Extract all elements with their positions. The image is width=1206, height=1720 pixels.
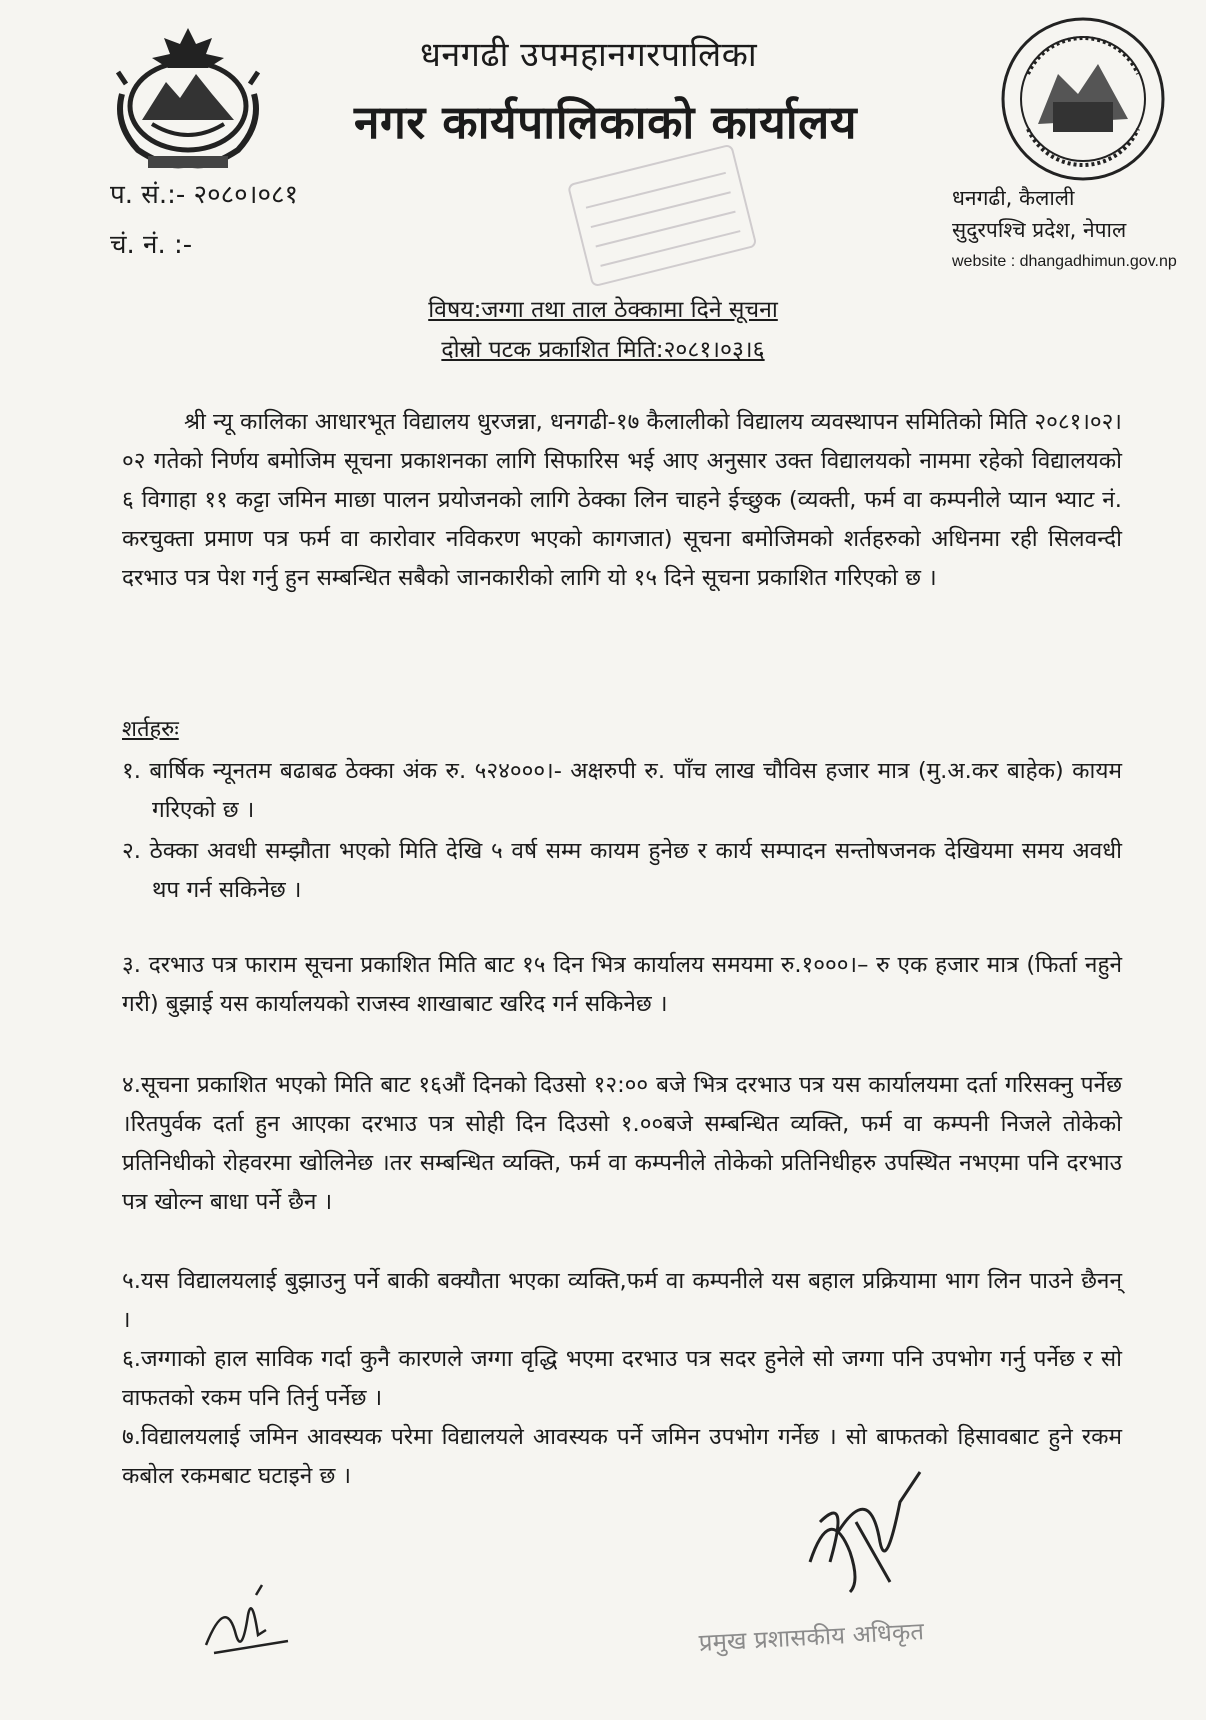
office-name: नगर कार्यपालिकाको कार्यालय bbox=[354, 95, 858, 149]
term-item-5: ५.यस विद्यालयलाई बुझाउनु पर्ने बाकी बक्यौता भएका व्यक्ति,फर्म वा कम्पनीले यस बहाल प्रक्रियामा भाग लिन पाउने छैनन् । bbox=[122, 1268, 1122, 1333]
term-item-3: ३. दरभाउ पत्र फाराम सूचना प्रकाशित मिति बाट १५ दिन भित्र कार्यालय समयमा रु.१०००।– रु एक हजार मात्र (फिर्ता नहुने गरी) बुझाई यस कार्यालयको राजस्व शाखाबाट खरिद गर्न सकिनेछ । bbox=[122, 952, 1122, 1017]
terms-heading: शर्तहरुः bbox=[122, 717, 179, 742]
reference-block bbox=[110, 170, 298, 270]
dispatch-number: चं. नं. :- bbox=[110, 230, 193, 260]
notice-paragraph: श्री न्यू कालिका आधारभूत विद्यालय धुरजन्ना, धनगढी-१७ कैलालीको विद्यालय व्यवस्थापन समितिको मिति २०८१।०२।०२ गतेको निर्णय बमोजिम सूचना प्रकाशनका लागि सिफारिस भई आए अनुसार उक्त विद्यालयको नाममा रहेको विद्यालयको ६ विगाहा ११ कट्टा जमिन माछा पालन प्रयोजनको लागि ठेक्का लिन चाहने ईच्छुक (व्यक्ती, फर्म वा कम्पनीले प्यान भ्याट नं. करचुक्ता प्रमाण पत्र फर्म वा कारोवार नविकरण भएको कागजात) सूचना बमोजिमको शर्तहरुको अधिनमा रही सिलवन्दी दरभाउ पत्र पेश गर्नु हुन सम्बन्धित सबैको जानकारीको लागि यो १५ दिने सूचना प्रकाशित गरिएको छ । bbox=[122, 409, 1122, 591]
address-line-1: धनगढी, कैलाली bbox=[952, 186, 1075, 210]
emblem-icon bbox=[108, 24, 268, 174]
term-item-1: १. बार्षिक न्यूनतम बढाबढ ठेक्का अंक रु. ५२४०००।- अक्षरुपी रु. पाँच लाख चौविस हजार मात्र (मु.अ.कर बाहेक) कायम गरिएको छ । bbox=[122, 758, 1122, 823]
municipality-name: धनगढी उपमहानगरपालिका bbox=[420, 35, 758, 75]
subject-block bbox=[0, 290, 1206, 370]
officer-signature-icon bbox=[790, 1462, 940, 1607]
reference-number: प. सं.:- २०८०।०८१ bbox=[110, 180, 299, 210]
officer-designation: प्रमुख प्रशासकीय अधिकृत bbox=[698, 1617, 925, 1657]
office-address bbox=[952, 182, 1177, 278]
term-item-4: ४.सूचना प्रकाशित भएको मिति बाट १६औं दिनको दिउसो १२:०० बजे भित्र दरभाउ पत्र यस कार्यालयमा दर्ता गरिसक्नु पर्नेछ ।रितपुर्वक दर्ता हुन आएका दरभाउ पत्र सोही दिन दिउसो १.००बजे सम्बन्धित व्यक्ति, फर्म वा कम्पनी निजले तोकेको प्रतिनिधीको रोहवरमा खोलिनेछ ।तर सम्बन्धित व्यक्ति, फर्म वा कम्पनीले तोकेको प्रतिनिधीहरु उपस्थित नभएमा पनि दरभाउ पत्र खोल्न बाधा पर्ने छैन । bbox=[122, 1072, 1122, 1215]
website-link[interactable]: website : dhangadhimun.gov.np bbox=[952, 253, 1177, 270]
publication-date-line: दोस्रो पटक प्रकाशित मिति:२०८१।०३।६ bbox=[441, 337, 765, 363]
office-stamp-icon bbox=[550, 140, 770, 290]
term-item-7: ७.विद्यालयलाई जमिन आवस्यक परेमा विद्यालयले आवस्यक पर्ने जमिन उपभोग गर्नेछ । सो बाफतको हिसावबाट हुने रकम कबोल रकमबाट घटाइने छ । bbox=[122, 1424, 1122, 1489]
address-line-2: सुदुरपश्चि प्रदेश, नेपाल bbox=[952, 218, 1127, 242]
term-item-2: २. ठेक्का अवधी सम्झौता भएको मिति देखि ५ वर्ष सम्म कायम हुनेछ र कार्य सम्पादन सन्तोषजनक देखियमा समय अवधी थप गर्न सकिनेछ । bbox=[122, 838, 1122, 903]
municipality-seal-icon bbox=[998, 14, 1168, 184]
term-item-6: ६.जग्गाको हाल साविक गर्दा कुनै कारणले जग्गा वृद्धि भएमा दरभाउ पत्र सदर हुनेले सो जग्गा पनि उपभोग गर्नु पर्नेछ र सो वाफतको रकम पनि तिर्नु पर्नेछ । bbox=[122, 1346, 1122, 1411]
left-signature-icon bbox=[196, 1575, 296, 1670]
subject-line: विषय:जग्गा तथा ताल ठेक्कामा दिने सूचना bbox=[428, 297, 778, 323]
